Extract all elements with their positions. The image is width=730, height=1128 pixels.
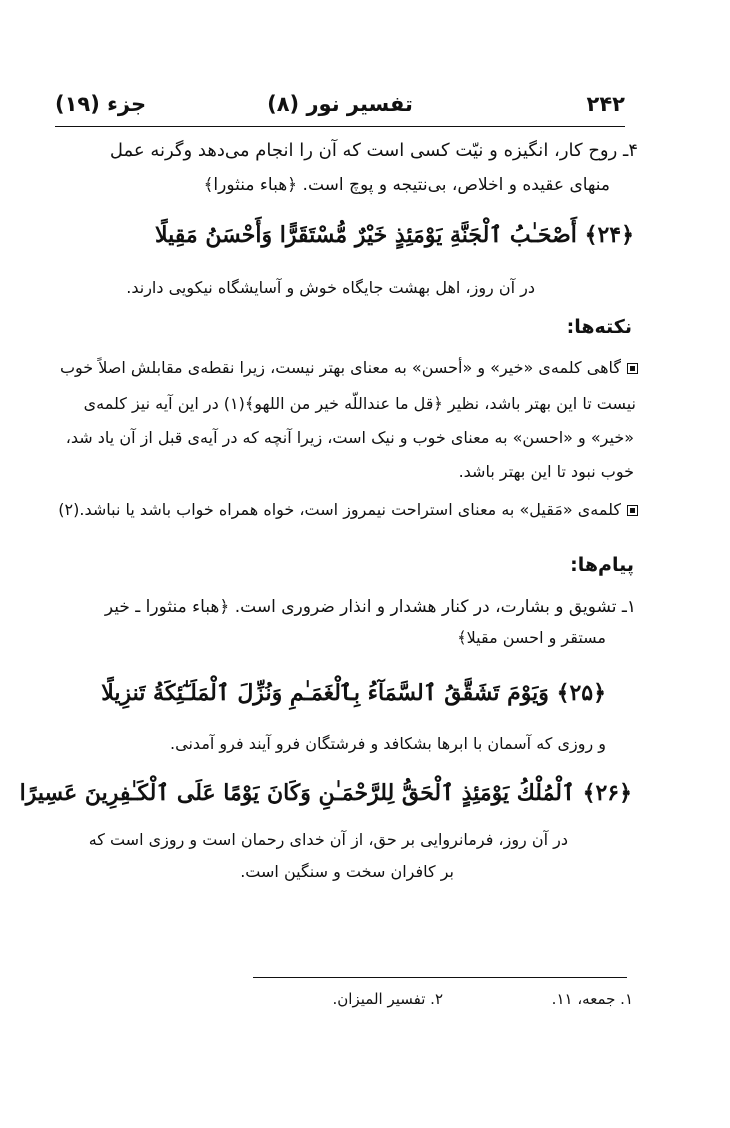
note-1-line-3: «خیر» و «احسن» به معنای خوب و نیک است، زیرا آنچه که در آیه‌ی قبل از آن یاد شد، — [65, 428, 634, 447]
note-1-line-4: خوب نبود تا این بهتر باشد. — [458, 462, 634, 481]
note-1-line-2: نیست تا این بهتر باشد، نظیر ﴿قل ما عنداللّه خیر من اللهو﴾(۱) در این آیه نیز کلمه‌ی — [83, 394, 636, 413]
note-2-text: کلمه‌ی «مَقیل» به معنای استراحت نیمروز است، خواه همراه خواب باشد یا نباشد.(۲) — [58, 500, 621, 519]
verse-26-arabic: ﴿۲۶﴾ ٱلْمُلْكُ يَوْمَئِذٍ ٱلْحَقُّ لِلرَّحْمَـٰنِ وَكَانَ يَوْمًا عَلَى ٱلْكَـٰفِرِينَ عَسِيرًا — [19, 780, 632, 806]
verse-24-translation: در آن روز، اهل بهشت جایگاه خوش و آسایشگاه نیکویی دارند. — [126, 278, 535, 297]
verse-24-arabic: ﴿۲۴﴾ أَصْحَـٰبُ ٱلْجَنَّةِ يَوْمَئِذٍ خَيْرٌ مُّسْتَقَرًّا وَأَحْسَنُ مَقِيلًا — [155, 222, 634, 248]
note-1-text: گاهی کلمه‌ی «خیر» و «أحسن» به معنای بهتر نیست، زیرا نقطه‌ی مقابلش اصلاً خوب — [59, 358, 621, 377]
notes-heading: نکته‌ها: — [566, 316, 632, 338]
footnote-2: ۲. تفسیر المیزان. — [332, 990, 443, 1008]
messages-heading: پیام‌ها: — [570, 554, 634, 576]
header-divider — [55, 126, 625, 127]
footnote-divider — [253, 977, 627, 978]
message-1-line-2: مستقر و احسن مقیلا﴾ — [457, 628, 606, 647]
note-4-line-1: ۴ـ روح کار، انگیزه و نیّت کسی است که آن را انجام می‌دهد وگرنه عمل — [109, 140, 638, 161]
page-header — [55, 92, 625, 124]
verse-25-arabic: ﴿۲۵﴾ وَيَوْمَ تَشَقَّقُ ٱلسَّمَآءُ بِٱلْغَمَـٰمِ وَنُزِّلَ ٱلْمَلَـٰٓئِكَةُ تَنزِيلًا — [101, 680, 606, 706]
page-number: ۲۴۲ — [586, 92, 625, 116]
part-label: جزء (۱۹) — [55, 92, 147, 116]
running-title: تفسیر نور (۸) — [267, 92, 413, 116]
square-bullet-icon — [627, 363, 638, 374]
note-4-line-2: منهای عقیده و اخلاص، بی‌نتیجه و پوچ است. ﴿هباء منثورا﴾ — [203, 175, 610, 195]
note-2 — [58, 500, 638, 519]
message-1-line-1: ۱ـ تشویق و بشارت، در کنار هشدار و انذار ضروری است. ﴿هباء منثورا ـ خیر — [104, 597, 636, 617]
note-1-line-1 — [60, 358, 638, 377]
verse-25-translation: و روزی که آسمان با ابرها بشکافد و فرشتگان فرو آیند فرو آمدنی. — [170, 734, 606, 753]
verse-26-translation-line-2: بر کافران سخت و سنگین است. — [240, 862, 454, 881]
verse-26-translation-line-1: در آن روز، فرمانروایی بر حق، از آن خدای رحمان است و روزی است که — [88, 830, 568, 849]
square-bullet-icon — [627, 505, 638, 516]
footnote-1: ۱. جمعه، ۱۱. — [551, 990, 633, 1008]
